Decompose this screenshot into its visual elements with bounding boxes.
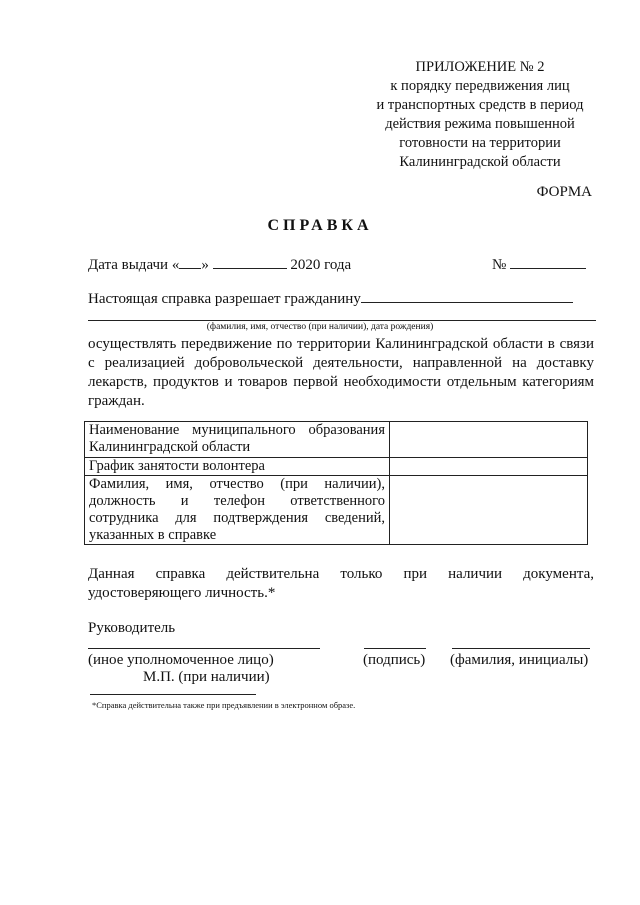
table-value (390, 422, 588, 458)
issue-date-label: Дата выдачи « (88, 257, 180, 273)
appendix-header (360, 58, 600, 172)
stamp-label: М.П. (при наличии) (143, 669, 270, 685)
footnote-separator (90, 694, 256, 695)
citizen-details-caption: (фамилия, имя, отчество (при наличии), дата рождения) (206, 322, 434, 332)
name-caption: (фамилия, инициалы) (450, 652, 589, 668)
appendix-title: ПРИЛОЖЕНИЕ № 2 (415, 59, 545, 75)
citizen-name-blank (361, 288, 573, 303)
number-blank (510, 254, 586, 269)
table-row (85, 476, 588, 545)
table-value (390, 476, 588, 545)
validity-note: Данная справка действительна только при наличии документа, удостоверяющего личность.* (88, 566, 594, 601)
permit-text: Настоящая справка разрешает гражданину (88, 291, 361, 307)
table-label: Наименование муниципального образования Калининградской области (85, 422, 390, 458)
table-label: Фамилия, имя, отчество (при наличии), должность и телефон ответственного сотрудника для подтверждения сведений, указанных в справке (85, 476, 390, 545)
table-value (390, 458, 588, 476)
permit-row (88, 288, 573, 308)
position-line (88, 648, 320, 649)
head-label: Руководитель (88, 620, 176, 636)
table-row (85, 458, 588, 476)
appendix-line: к порядку передвижения лиц (390, 78, 570, 94)
number-row (492, 254, 586, 274)
name-line (452, 648, 590, 649)
number-label: № (492, 257, 507, 273)
issue-year: 2020 года (290, 257, 352, 273)
day-blank (179, 254, 201, 269)
issue-date-row (88, 254, 351, 274)
document-title: СПРАВКА (267, 217, 373, 234)
footnote: *Справка действительна также при предъявлении в электронном образе. (92, 700, 356, 710)
issue-date-close: » (201, 257, 209, 273)
month-blank (213, 254, 287, 269)
citizen-details-line (88, 320, 596, 321)
table-row (85, 422, 588, 458)
appendix-line: Калининградской области (399, 154, 561, 170)
info-table (84, 421, 588, 545)
appendix-line: и транспортных средств в период (376, 97, 584, 113)
appendix-line: действия режима повышенной (385, 116, 575, 132)
signature-line (364, 648, 426, 649)
other-person-caption: (иное уполномоченное лицо) (88, 652, 274, 668)
signature-caption: (подпись) (363, 652, 426, 668)
appendix-line: готовности на территории (399, 135, 561, 151)
permit-body: осуществлять передвижение по территории Калининградской области в связи с реализацией добровольческой деятельности, направленной на доставку лекарств, продуктов и товаров первой необходимости отдельным категориям граждан. (88, 336, 594, 409)
form-label: ФОРМА (536, 184, 592, 200)
table-label: График занятости волонтера (85, 458, 390, 476)
